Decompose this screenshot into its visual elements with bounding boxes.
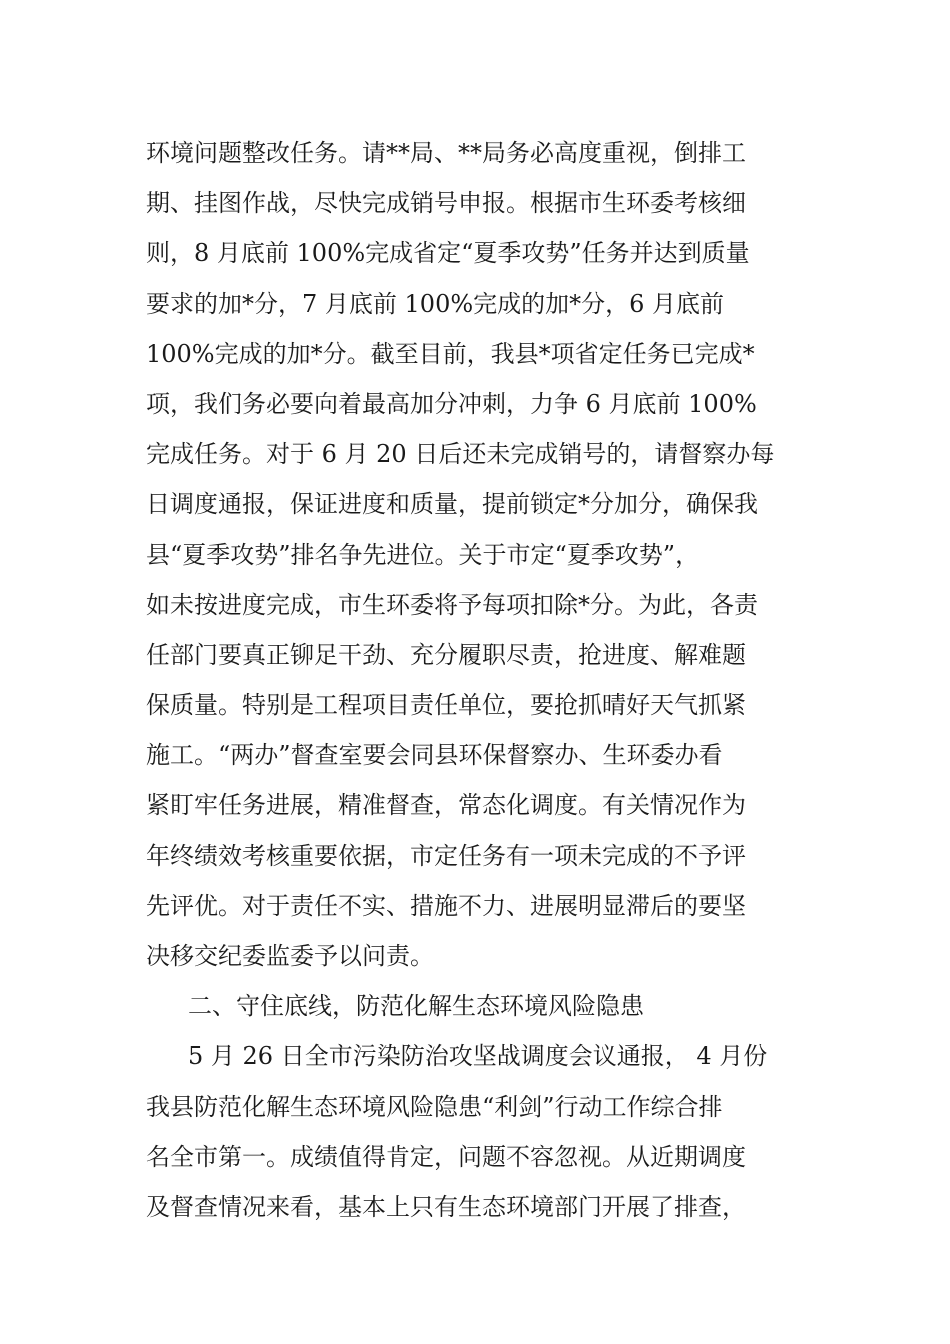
paragraph-line: 日调度通报，保证进度和质量，提前锁定*分加分，确保我 — [146, 490, 758, 519]
section-heading: 二、守住底线，防范化解生态环境风险隐患 — [188, 992, 644, 1021]
paragraph-line: 期、挂图作战，尽快完成销号申报。根据市生环委考核细 — [146, 189, 746, 218]
paragraph-line: 环境问题整改任务。请**局、**局务必高度重视，倒排工 — [146, 139, 746, 167]
paragraph-line: 名全市第一。成绩值得肯定，问题不容忽视。从近期调度 — [146, 1142, 746, 1171]
paragraph-line: 如未按进度完成，市生环委将予每项扣除*分。为此，各责 — [146, 590, 758, 619]
paragraph-line: 决移交纪委监委予以问责。 — [146, 942, 434, 970]
paragraph-line: 紧盯牢任务进展，精准督查，常态化调度。有关情况作为 — [146, 791, 746, 820]
paragraph-line: 5 月 26 日全市污染防治攻坚战调度会议通报， 4 月份 — [188, 1042, 768, 1071]
paragraph-line: 则，8 月底前 100%完成省定“夏季攻势”任务并达到质量 — [146, 239, 750, 268]
paragraph-line: 要求的加*分，7 月底前 100%完成的加*分，6 月底前 — [146, 289, 725, 318]
paragraph-line: 我县防范化解生态环境风险隐患“利剑”行动工作综合排 — [146, 1092, 723, 1121]
paragraph-line: 保质量。特别是工程项目责任单位，要抢抓晴好天气抓紧 — [146, 691, 746, 720]
paragraph-line: 100%完成的加*分。截至目前，我县*项省定任务已完成* — [146, 339, 755, 368]
paragraph-line: 先评优。对于责任不实、措施不力、进展明显滞后的要坚 — [146, 891, 746, 920]
paragraph-line: 县“夏季攻势”排名争先进位。关于市定“夏季攻势”， — [146, 540, 700, 569]
paragraph-line: 年终绩效考核重要依据，市定任务有一项未完成的不予评 — [146, 841, 746, 870]
paragraph-line: 项，我们务必要向着最高加分冲刺，力争 6 月底前 100% — [146, 389, 757, 418]
paragraph-line: 完成任务。对于 6 月 20 日后还未完成销号的，请督察办每 — [146, 440, 775, 469]
paragraph-line: 及督查情况来看，基本上只有生态环境部门开展了排查， — [146, 1192, 746, 1221]
paragraph-line: 任部门要真正铆足干劲、充分履职尽责，抢进度、解难题 — [146, 640, 746, 669]
document-body — [146, 128, 826, 1232]
paragraph-line: 施工。“两办”督查室要会同县环保督察办、生环委办看 — [146, 741, 723, 770]
